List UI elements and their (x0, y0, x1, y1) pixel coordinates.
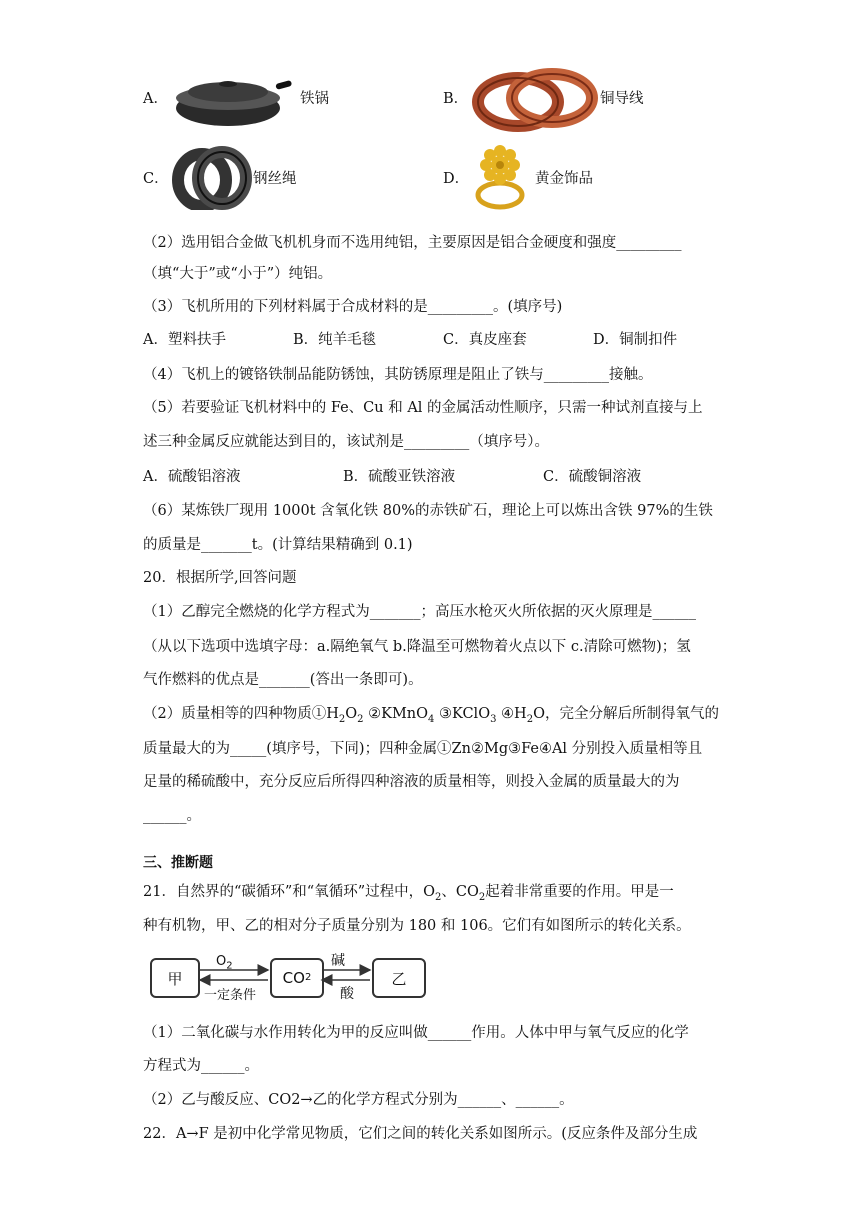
q21-part1-line1: （1）二氧化碳与水作用转化为甲的反应叫做______作用。人体中甲与氧气反应的化学 (143, 1025, 689, 1041)
q21-part2: （2）乙与酸反应、CO2→乙的化学方程式分别为______、______。 (143, 1092, 574, 1108)
option-c-letter: C． (143, 171, 169, 187)
q19-part2-line1: （2）选用铝合金做飞机机身而不选用纯铝，主要原因是铝合金硬度和强度_________ (143, 235, 682, 251)
q21-line1: 21．自然界的“碳循环”和“氧循环”过程中，$O_2$、$CO_2$起着非常重要的作用。甲是一 (143, 884, 674, 903)
q19-part5-line2: 述三种金属反应就能达到目的，该试剂是_________（填序号）。 (143, 434, 549, 450)
q19-part4: （4）飞机上的镀铬铁制品能防锈蚀，其防锈原理是阻止了铁与_________接触。 (143, 367, 653, 383)
option-b-letter: B． (443, 91, 469, 107)
q19-part6-line1: （6）某炼铁厂现用 1000t 含氧化铁 80%的赤铁矿石，理论上可以炼出含铁 97%的生铁 (143, 503, 713, 519)
option-c-label: 钢丝绳 (253, 171, 297, 187)
diagram-box-co2: CO 2 (270, 958, 324, 998)
q19-part5-line1: （5）若要验证飞机材料中的 Fe、Cu 和 Al 的金属活动性顺序，只需一种试剂直接与上 (143, 400, 703, 416)
arrow1-label-o2: $O_2$ (216, 954, 233, 972)
q19-part3-option-b: B．纯羊毛毯 (293, 332, 377, 348)
q19-part3: （3）飞机所用的下列材料属于合成材料的是_________。(填序号) (143, 299, 563, 315)
arrow1-label-condition: 一定条件 (204, 988, 257, 1003)
copper-wire-icon (470, 66, 598, 134)
steel-wire-rope-icon (172, 146, 252, 210)
option-d-label: 黄金饰品 (535, 171, 593, 187)
q19-part3-option-d: D．铜制扣件 (593, 332, 678, 348)
q19-part5-option-c: C．硫酸铜溶液 (543, 469, 642, 485)
wok-icon (170, 70, 294, 130)
gold-ring-icon (470, 143, 530, 213)
q19-part3-option-c: C．真皮座套 (443, 332, 527, 348)
q21-line2: 种有机物，甲、乙的相对分子质量分别为 180 和 106。它们有如图所示的转化关系。 (143, 918, 691, 934)
diagram-box-yi: 乙 (372, 958, 426, 998)
q20-part2-line1: （2）质量相等的四种物质$①H_2O_2$ ②KMnO$_4$ ③KClO$_3$ $④H_2O$，完全分解后所制得氧气的 (143, 706, 719, 725)
option-a-label: 铁锅 (300, 91, 329, 107)
section-3-heading: 三、推断题 (143, 855, 213, 871)
option-b-label: 铜导线 (600, 91, 644, 107)
q19-part5-option-b: B．硫酸亚铁溶液 (343, 469, 456, 485)
q20-part2-line4: ______。 (143, 808, 201, 824)
q20-title: 20．根据所学,回答问题 (143, 570, 297, 586)
q22-line1: 22．A→F 是初中化学常见物质，它们之间的转化关系如图所示。(反应条件及部分生成 (143, 1126, 698, 1142)
q20-part1-line2: （从以下选项中选填字母：a.隔绝氧气 b.降温至可燃物着火点以下 c.清除可燃物)；氢 (143, 639, 691, 655)
q20-part1-line3: 气作燃料的优点是_______(答出一条即可)。 (143, 672, 423, 688)
q20-part2-line3: 足量的稀硫酸中，充分反应后所得四种溶液的质量相等，则投入金属的质量最大的为 (143, 774, 680, 790)
q19-part2-line2: （填“大于”或“小于”）纯铝。 (143, 266, 333, 282)
q20-part2-line2: 质量最大的为_____(填序号，下同)；四种金属①Zn②Mg③Fe④Al 分别投入质量相等且 (143, 741, 703, 757)
option-a-letter: A． (143, 91, 168, 107)
q21-part1-line2: 方程式为______。 (143, 1058, 259, 1074)
arrow2-label-acid: 酸 (340, 986, 354, 1002)
q19-part6-line2: 的质量是_______t。(计算结果精确到 0.1) (143, 537, 413, 553)
q20-part1-line1: （1）乙醇完全燃烧的化学方程式为_______；高压水枪灭火所依据的灭火原理是______ (143, 604, 696, 620)
option-d-letter: D． (443, 171, 470, 187)
arrow2-label-base: 碱 (331, 953, 345, 969)
q19-part5-option-a: A．硫酸铝溶液 (143, 469, 241, 485)
diagram-box-jia: 甲 (150, 958, 200, 998)
q19-part3-option-a: A．塑料扶手 (143, 332, 226, 348)
